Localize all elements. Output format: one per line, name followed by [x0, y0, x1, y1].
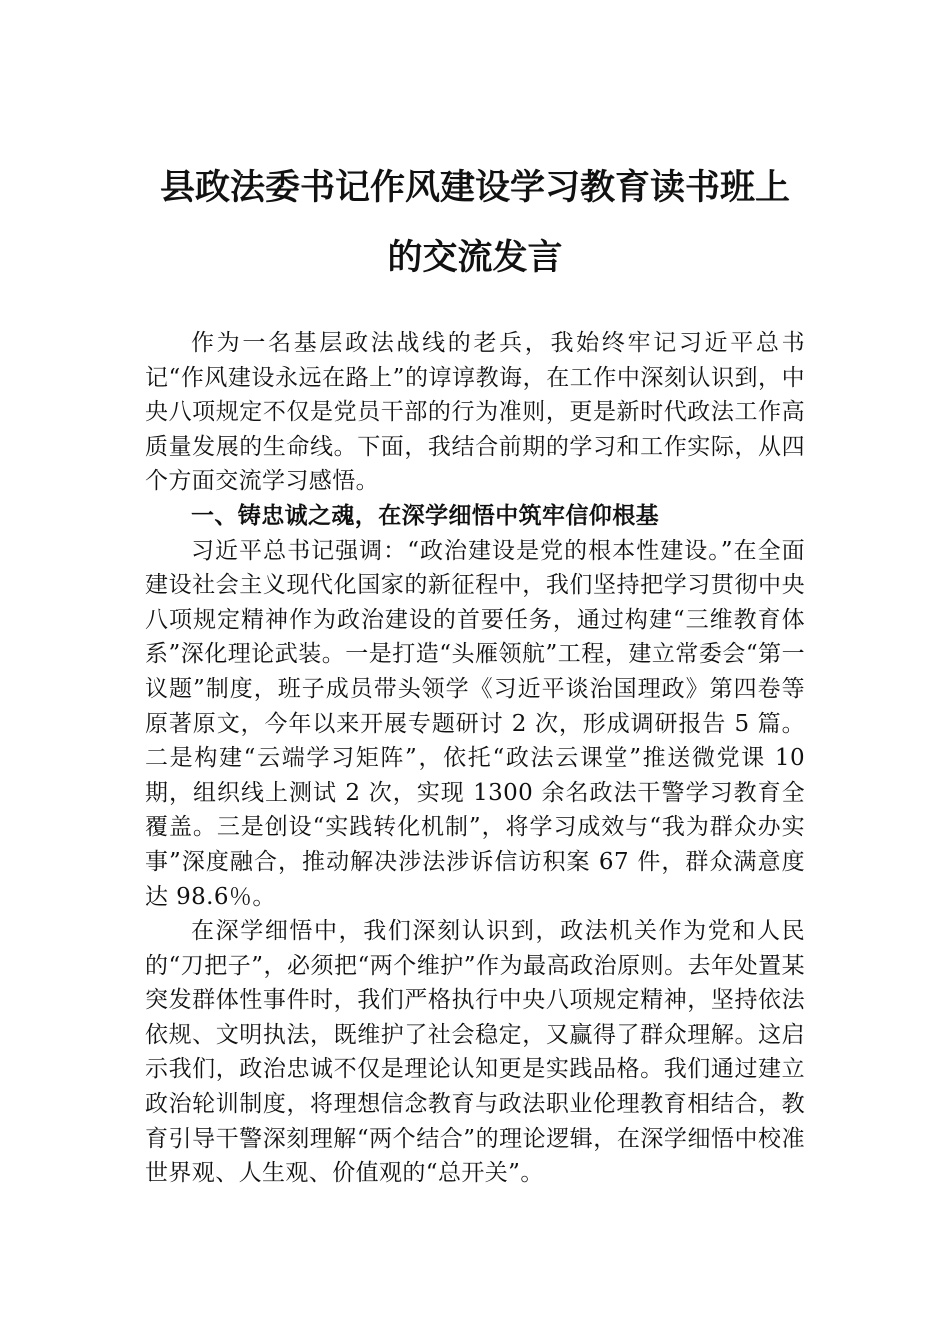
document-title-line-1: 县政法委书记作风建设学习教育读书班上 — [159, 168, 790, 208]
intro-paragraph: 作为一名基层政法战线的老兵，我始终牢记习近平总书记“作风建设永远在路上”的谆谆教诲，在工作中深刻认识到，中央八项规定不仅是党员干部的行为准则，更是新时代政法工作高质量发展的生命线。下面，我结合前期的学习和工作实际，从四个方面交流学习感悟。 — [145, 330, 805, 495]
body-paragraph-1: 习近平总书记强调：“政治建设是党的根本性建设。”在全面建设社会主义现代化国家的新征程中，我们坚持把学习贯彻中央八项规定精神作为政治建设的首要任务，通过构建“三维教育体系”深化理论武装。一是打造“头雁领航”工程，建立常委会“第一议题”制度，班子成员带头领学《习近平谈治国理政》第四卷等原著原文，今年以来开展专题研讨 2 次，形成调研报告 5 篇。二是构建“云端学习矩阵”，依托“政法云课堂”推送微党课 10 期，组织线上测试 2 次，实现 1300 余名政法干警学习教育全覆盖。三是创设“实践转化机制”，将学习成效与“我为群众办实事”深度融合，推动解决涉法涉诉信访积案 67 件，群众满意度达 98.6％。 — [145, 537, 805, 910]
body-paragraph-2: 在深学细悟中，我们深刻认识到，政法机关作为党和人民的“刀把子”，必须把“两个维护”作为最高政治原则。去年处置某突发群体性事件时，我们严格执行中央八项规定精神，坚持依法依规、文明执法，既维护了社会稳定，又赢得了群众理解。这启示我们，政治忠诚不仅是理论认知更是实践品格。我们通过建立政治轮训制度，将理想信念教育与政法职业伦理教育相结合，教育引导干警深刻理解“两个结合”的理论逻辑，在深学细悟中校准世界观、人生观、价值观的“总开关”。 — [145, 918, 805, 1187]
document-body — [145, 326, 805, 1191]
section-heading-1: 一、铸忠诚之魂，在深学细悟中筑牢信仰根基 — [191, 501, 659, 529]
document-title-line-2: 的交流发言 — [387, 238, 563, 278]
